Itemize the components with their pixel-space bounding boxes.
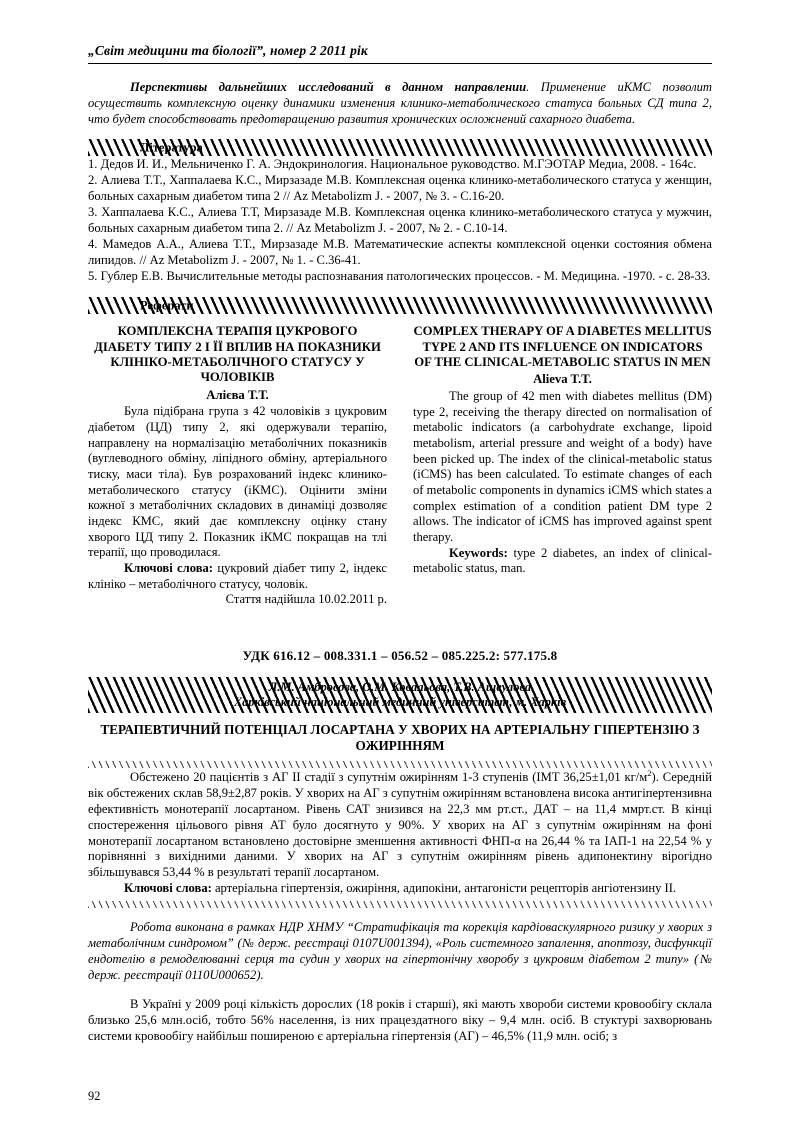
abstract-english: [413, 324, 712, 608]
abstract-uk-received-date: Стаття надійшла 10.02.2011 р.: [225, 592, 387, 607]
funding-block: [88, 920, 712, 983]
summary-superscript: 2: [647, 767, 652, 778]
list-item: 5. Гублер Е.В. Вычислительные методы распознавания патологических процессов. - М. Медицина. -1970. - с. 28-33.: [88, 269, 711, 284]
abstracts-banner: [88, 297, 712, 314]
summary-paragraph: [88, 767, 712, 881]
page-number: 92: [88, 1089, 101, 1103]
keywords-label: Keywords:: [449, 545, 508, 560]
summary-text-part2: ). Середній вік обстежених склав 58,9±2,87 років. У хворих на АГ з супутнім ожирінням встановлена висока антигіпертензивна ефективність монотерапії лосартаном. Рівень САТ знизився на 22,3 мм рт.ст., ДАТ – на 11,4 ммрт.ст. В кінці спостереження цільового рівня АТ було досягнуто у 90%. У хворих на АГ з супутнім ожирінням на фоні монотерапії лосартаном встановлено достовірне зменшення активності ФНП-α на 26,44 % та ІАП-1 на 22,54 % у порівнянні з вихідними даними. У хворих на АГ з супутнім ожирінням рівень адипонектину вірогідно збільшувався 53,44 % в результаті терапії лосартаном.: [88, 770, 712, 880]
list-item: 2. Алиева Т.Т., Хаппалаева К.С., Мирзазаде М.В. Комплексная оценка клинико-метаболического статуса у женщин, больных сахарным диабетом типа 2 // Az Metabolizm J. - 2007, № 3. - С.16-20.: [88, 173, 712, 204]
article-body-block: [88, 997, 712, 1045]
references-heading: Література: [140, 140, 203, 155]
header-rule: [88, 63, 712, 64]
article-summary: [88, 767, 712, 897]
list-item: 1. Дедов И. И., Мельниченко Г. А. Эндокринология. Национальное руководство. М.ГЭОТАР Медиа, 2008. - 164с.: [88, 157, 697, 172]
udc-code: УДК 616.12 – 008.331.1 – 056.52 – 085.225.2: 577.175.8: [242, 647, 558, 663]
abstract-en-body: The group of 42 men with diabetes mellitus (DM) type 2, receiving the therapy directed on normalisation of metabolic indicators (a carbohydrate exchange, lipoid metabolism, arterial pressure and weight of a body) have been picked up. The index of the clinical-metabolic status (iCMS) has been calculated. To estimate changes of each of metabolic components in dynamics iCMS which states a complex estimation of a condition patient DM type 2 allows. The indicator of iCMS has improved against spent therapy.: [413, 388, 712, 544]
summary-keywords: [88, 881, 712, 897]
abstract-uk-author: Алієва Т.Т.: [206, 387, 269, 402]
abstract-en-keywords: [413, 546, 712, 577]
closing-paragraph: [88, 80, 712, 128]
article-body-paragraph: В Україні у 2009 році кількість дорослих (18 років і старші), які мають хвороби системи кровообігу склала близько 25,6 млн.осіб, тобто 56% населення, із них працездатного віку – 9,4 млн. осіб. В стуктурі захворювань системи кровообігу найбільш поширеною є артеріальна гіпертензія (АГ) – 46,5% (11,9 млн. осіб; з: [88, 997, 712, 1044]
abstract-uk-body: Була підібрана група з 42 чоловіків з цукровим діабетом (ЦД) типу 2, які одержували терапію, направлену на нормалізацію метаболічних показників (вуглеводного обміну, ліпідного обміну, артеріального тиску, маси тіла). Був розрахований індекс клинико-метаболического статусу (іКМС). Оцінити зміни кожної з метаболічних складових в динаміці дозволяє індекс КМС, який дає комплексну оцінку стану хворого ЦД типу 2. Показник іКМС покращав на тлі терапії, що проводилася.: [88, 404, 387, 560]
keywords-text: type 2 diabetes, an index of clinical-metabolic status, man.: [413, 545, 712, 576]
list-item: 3. Хаппалаева К.С., Алиева Т.Т, Мирзазаде М.В. Комплексная оценка клинико-метаболического статуса у мужчин, больных сахарным диабетом типа 2. // Az Metabolizm J. - 2007, № 2. - С.10-14.: [88, 205, 712, 236]
author-banner-text: [88, 677, 712, 713]
abstract-uk-keywords: [88, 561, 387, 592]
abstract-en-author: Alieva T.T.: [533, 372, 592, 387]
author-banner: [88, 677, 712, 713]
abstracts-columns: [88, 324, 712, 608]
keywords-text: цукровий діабет типу 2, індекс клініко – метаболічного статусу, чоловік.: [88, 560, 388, 591]
keywords-text: артеріальна гіпертензія, ожиріння, адипокіни, антагоністи рецепторів ангіотензину ІІ.: [211, 881, 677, 896]
keywords-label: Ключові слова:: [124, 881, 212, 896]
closing-lead: Перспективы дальнейших исследований в данном направлении: [130, 79, 527, 94]
closing-paragraph-block: [88, 80, 712, 128]
closing-text: . Применение иКМС позволит осуществить комплексную оценку динамики изменения клинико-метаболического статуса больных СД типа 2, что будет способствовать предотвращению развития хронических осложнений сахарного диабета.: [88, 79, 712, 126]
abstract-en-title: COMPLEX THERAPY OF A DIABETES MELLITUS TYPE 2 AND ITS INFLUENCE ON INDICATORS OF THE CLINICAL-METABOLIC STATUS IN MEN: [413, 324, 712, 370]
abstracts-heading: Реферати: [140, 298, 194, 313]
page-content: [88, 0, 712, 1045]
running-header: „Світ медицини та біології”, номер 2 2011 рік: [88, 43, 368, 58]
list-item: 4. Мамедов А.А., Алиева Т.Т., Мирзазаде М.В. Математические аспекты комплексной оценки состояния обмена липидов. // Az Metabolizm J. - 2007, № 1. - С.36-41.: [88, 237, 712, 268]
article-authors: Л.М. Амбросова, О.М. Ковальова, Т.В. Ащеулова: [268, 679, 532, 694]
summary-bottom-rule: [88, 901, 712, 908]
article-affiliation: Харківський національний медичний університет, м. Харків: [233, 694, 567, 709]
summary-text-part1: Обстежено 20 пацієнтів з АГ ІІ стадії з супутнім ожирінням 1-3 ступенів (ІМТ 36,25±1,01 кг/м: [130, 770, 648, 785]
keywords-label: Ключові слова:: [124, 560, 213, 575]
funding-note: Робота виконана в рамках НДР ХНМУ “Стратифікація та корекція кардіоваскулярного ризику у хворих з метаболічним синдромом” (№ держ. реєстраці 0107U001394), «Роль системного запалення, апоптозу, дисфункції ендотелію в ремоделюванні серця та судин у хворих на гіпертонічну хворобу з цукровим діабетом 2 типу» (№ держ. реєстрації 0110U000652).: [88, 919, 712, 982]
abstract-uk-title: КОМПЛЕКСНА ТЕРАПІЯ ЦУКРОВОГО ДІАБЕТУ ТИПУ 2 І ЇЇ ВПЛИВ НА ПОКАЗНИКИ КЛІНІКО-МЕТАБОЛІЧНОГО СТАТУСУ У ЧОЛОВІКІВ: [94, 324, 381, 385]
abstract-ukrainian: [88, 324, 387, 608]
article-title: ТЕРАПЕВТИЧНИЙ ПОТЕНЦІАЛ ЛОСАРТАНА У ХВОРИХ НА АРТЕРІАЛЬНУ ГІПЕРТЕНЗІЮ З ОЖИРІННЯМ: [100, 721, 700, 754]
reference-list: [88, 157, 712, 285]
references-banner: [88, 139, 712, 156]
summary-top-rule: [88, 761, 712, 768]
